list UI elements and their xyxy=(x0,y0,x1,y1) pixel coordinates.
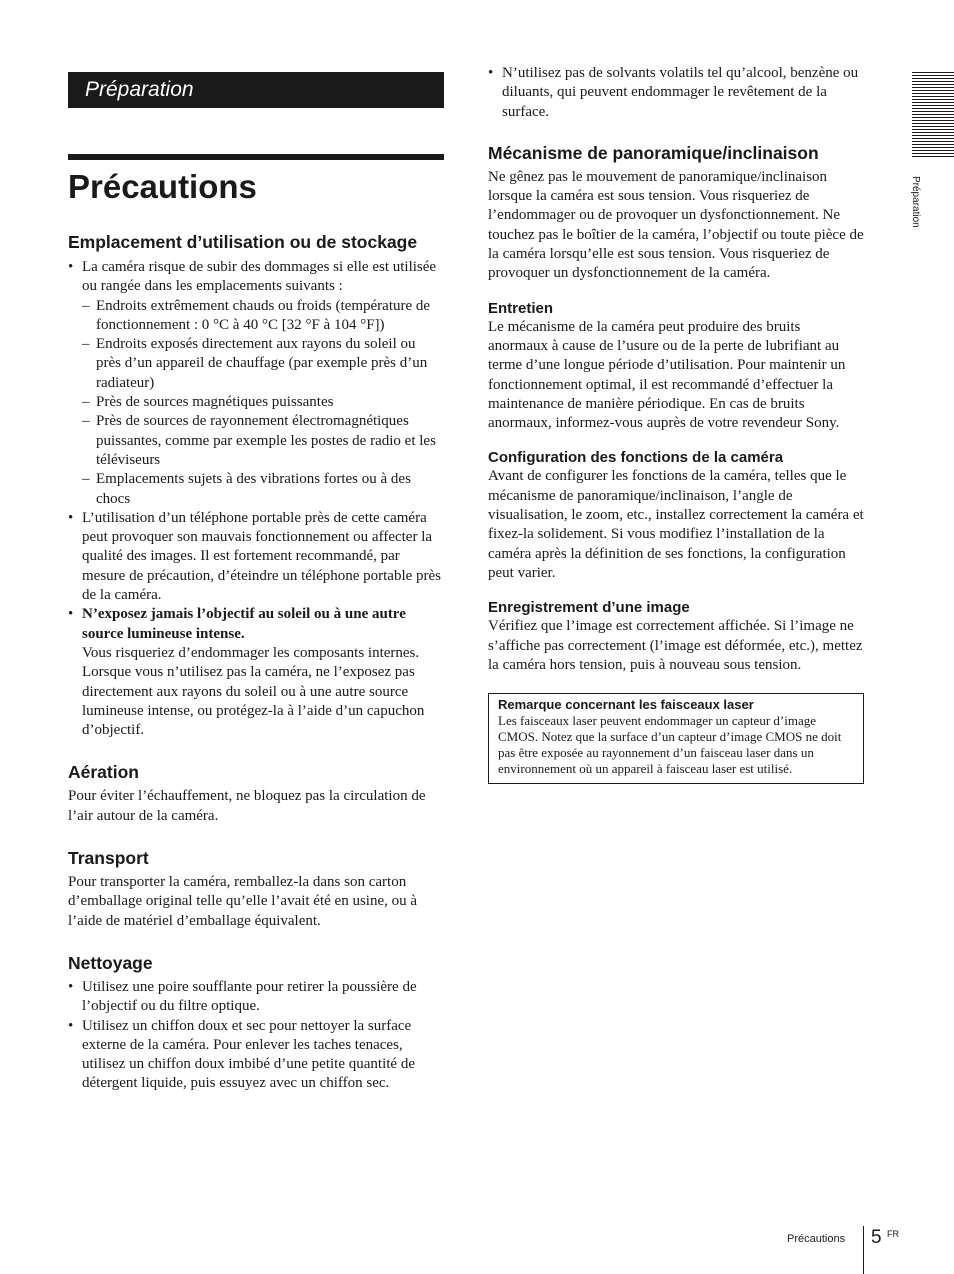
page-number: 5 xyxy=(871,1227,882,1248)
heading-nettoyage: Nettoyage xyxy=(68,952,153,973)
right-column xyxy=(488,64,864,784)
heading-entretien: Entretien xyxy=(488,299,554,317)
list-item xyxy=(68,258,444,509)
footer-label: Précautions xyxy=(787,1233,846,1245)
title-rule xyxy=(68,154,444,160)
list-item: – Près de sources magnétiques puissantes xyxy=(82,393,444,412)
left-column xyxy=(68,72,444,1094)
list-item: – Endroits exposés directement aux rayons du soleil ou près d’un appareil de chauffage (par exemple près d’un radiateur) xyxy=(82,335,444,393)
nettoyage-list xyxy=(68,978,444,1094)
emplacement-list xyxy=(68,258,444,740)
note-title: Remarque concernant les faisceaux laser xyxy=(498,697,754,713)
warning-detail: Vous risqueriez d’endommager les composants internes. Lorsque vous n’utilisez pas la caméra, ne l’exposez pas directement aux rayons du soleil ou à une autre source lumineuse intense, ou protégez-la à l’aide d’un capuchon d’objectif. xyxy=(82,644,425,739)
heading-enregistrement: Enregistrement d’une image xyxy=(488,599,690,617)
emplacement-bullet-1: La caméra risque de subir des dommages si elle est utilisée ou rangée dans les emplacements suivants : xyxy=(82,259,437,295)
footer-divider xyxy=(863,1226,864,1274)
page-language: FR xyxy=(887,1229,899,1239)
list-item: – Près de sources de rayonnement électromagnétiques puissantes, comme par exemple les postes de radio et les téléviseurs xyxy=(82,412,444,470)
configuration-text: Avant de configurer les fonctions de la caméra, telles que le mécanisme de panoramique/inclinaison, l’angle de visualisation, le zoom, etc., installez correctement la caméra et fixez-la solidement. Si vous modifiez l’installation de la caméra après la définition de ses fonctions, la configuration peut varier. xyxy=(488,468,864,581)
transport-text: Pour transporter la caméra, remballez-la dans son carton d’emballage original telle qu’elle l’avait été en usine, ou à l’aide de matériel d’emballage équivalent. xyxy=(68,874,418,929)
heading-emplacement: Emplacement d’utilisation ou de stockage xyxy=(68,232,418,252)
list-item: • Utilisez un chiffon doux et sec pour nettoyer la surface externe de la caméra. Pour enlever les taches tenaces, utilisez un chiffon doux imbibé d’une petite quantité de détergent liquide, puis essuyez avec un chiffon sec. xyxy=(68,1017,444,1094)
index-tab-marker xyxy=(912,72,954,160)
aeration-text: Pour éviter l’échauffement, ne bloquez pas la circulation de l’air autour de la caméra. xyxy=(68,788,426,824)
mecanisme-text: Ne gênez pas le mouvement de panoramique/inclinaison lorsque la caméra est sous tension. Vous risqueriez de l’endommager ou de provoquer un dysfonctionnement. Ne touchez pas le boîtier de la caméra, l’objectif ou toute pièce de la caméra lorsqu’elle est sous tension. Vous risqueriez de provoquer un dysfonctionnement de la caméra. xyxy=(488,168,864,282)
note-text: Les faisceaux laser peuvent endommager un capteur d’image CMOS. Notez que la surface d’un capteur d’image CMOS ne doit pas être exposée au rayonnement d’un faisceau laser dans un environnement où un appareil à faisceau laser est utilisé. xyxy=(498,713,842,777)
heading-configuration: Configuration des fonctions de la caméra xyxy=(488,449,784,467)
list-item: – Emplacements sujets à des vibrations fortes ou à des chocs xyxy=(82,470,444,509)
heading-transport: Transport xyxy=(68,848,149,869)
page-title: Précautions xyxy=(68,168,257,205)
heading-mecanisme: Mécanisme de panoramique/inclinaison xyxy=(488,142,819,163)
list-item: • N’utilisez pas de solvants volatils tel qu’alcool, benzène ou diluants, qui peuvent endommager le revêtement de la surface. xyxy=(488,64,864,122)
enregistrement-text: Vérifiez que l’image est correctement affichée. Si l’image ne s’affiche pas correctement (l’image est déformée, etc.), mettez la caméra hors tension, puis à nouveau sous tension. xyxy=(488,618,863,673)
list-item xyxy=(68,605,444,740)
list-item: • L’utilisation d’un téléphone portable près de cette caméra peut provoquer son mauvais fonctionnement ou affecter la qualité des images. Il est fortement recommandé, par mesure de précaution, d’éteindre un téléphone portable près de la caméra. xyxy=(68,509,444,605)
warning-text: N’exposez jamais l’objectif au soleil ou à une autre source lumineuse intense. xyxy=(82,606,406,642)
laser-note-box xyxy=(488,693,864,784)
list-item: • Utilisez une poire soufflante pour retirer la poussière de l’objectif ou du filtre optique. xyxy=(68,978,444,1017)
solvants-list xyxy=(488,64,864,122)
section-header: Préparation xyxy=(68,72,444,108)
side-section-label: Préparation xyxy=(910,176,921,228)
entretien-text: Le mécanisme de la caméra peut produire des bruits anormaux à cause de l’usure ou de la perte de lubrifiant au terme d’une longue période d’utilisation. Pour maintenir un fonctionnement optimal, il est recommandé d’effectuer la maintenance de manière périodique. En cas de bruits anormaux, informez-vous auprès de votre revendeur Sony. xyxy=(488,318,846,432)
emplacement-dash-list xyxy=(82,297,444,509)
heading-aeration: Aération xyxy=(68,762,139,783)
list-item: – Endroits extrêmement chauds ou froids (température de fonctionnement : 0 °C à 40 °C [32 °F à 104 °F]) xyxy=(82,297,444,336)
